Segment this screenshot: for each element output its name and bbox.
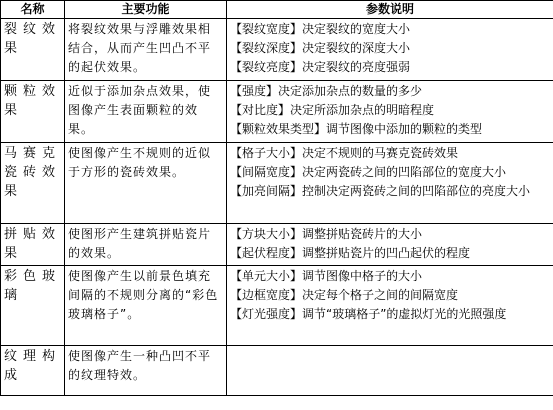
filter-description: 使图形产生建筑拼贴瓷片的效果。: [65, 223, 227, 265]
filter-params: [227, 265, 553, 345]
filter-name: 颗粒效果: [1, 81, 65, 143]
param-line: 【加亮间隔】控制决定两瓷砖之间的凹陷部位的亮度大小: [230, 184, 531, 199]
filter-name: 拼贴效果: [1, 223, 65, 265]
param-line: 【间隔宽度】决定两瓷砖之间的凹陷部位的宽度大小: [230, 165, 507, 180]
table-row: [1, 143, 553, 223]
param-line: 【格子大小】决定不规则的马赛克瓷砖效果: [230, 146, 459, 161]
filter-params: [227, 81, 553, 143]
table-row: [1, 223, 553, 265]
filter-params: [227, 143, 553, 223]
filter-name: 彩色玻璃: [1, 265, 65, 345]
filter-description: 使图像产生一种凸凹不平的纹理特效。: [65, 345, 227, 395]
table-row: [1, 265, 553, 345]
filter-params: [227, 19, 553, 81]
filter-description: 使图像产生不规则的近似于方形的瓷砖效果。: [65, 143, 227, 223]
param-line: 【起伏程度】调整拼贴瓷片的凹凸起伏的程度: [230, 245, 471, 260]
header-name: 名称: [1, 1, 65, 19]
filter-params: [227, 223, 553, 265]
table-row: [1, 19, 553, 81]
param-line: 【强度】决定添加杂点的数量的多少: [230, 84, 423, 99]
filter-description: 使图像产生以前景色填充间隔的不规则分离的“彩色玻璃格子”。: [65, 265, 227, 345]
table-row: [1, 345, 553, 395]
param-line: 【裂纹宽度】决定裂纹的宽度大小: [230, 22, 411, 36]
filter-description: 将裂纹效果与浮雕效果相结合，从而产生凹凸不平的起伏效果。: [65, 19, 227, 81]
param-line: 【裂纹亮度】决定裂纹的亮度强弱: [230, 60, 411, 74]
table-row: [1, 81, 553, 143]
param-line: 【对比度】决定所添加杂点的明暗程度: [230, 103, 435, 118]
param-line: 【单元大小】调节图像中格子的大小: [230, 268, 423, 283]
header-params: 参数说明: [227, 1, 553, 19]
filter-name: 裂纹效果: [1, 19, 65, 81]
param-line: 【颗粒效果类型】调节图像中添加的颗粒的类型: [230, 122, 483, 137]
param-line: 【边框宽度】决定每个格子之间的间隔宽度: [230, 287, 459, 302]
filter-name: 纹理构成: [1, 345, 65, 395]
param-line: 【方块大小】调整拼贴瓷砖片的大小: [230, 226, 423, 241]
filter-name: 马赛克瓷砖效果: [1, 143, 65, 223]
param-line: 【裂纹深度】决定裂纹的深度大小: [230, 41, 411, 55]
param-line: 【灯光强度】调节“玻璃格子”的虚拟灯光的光照强度: [230, 306, 507, 321]
filter-params: [227, 345, 553, 395]
filter-description: 近似于添加杂点效果，使图像产生表面颗粒的效果。: [65, 81, 227, 143]
table-header-row: [1, 1, 553, 19]
header-function: 主要功能: [65, 1, 227, 19]
